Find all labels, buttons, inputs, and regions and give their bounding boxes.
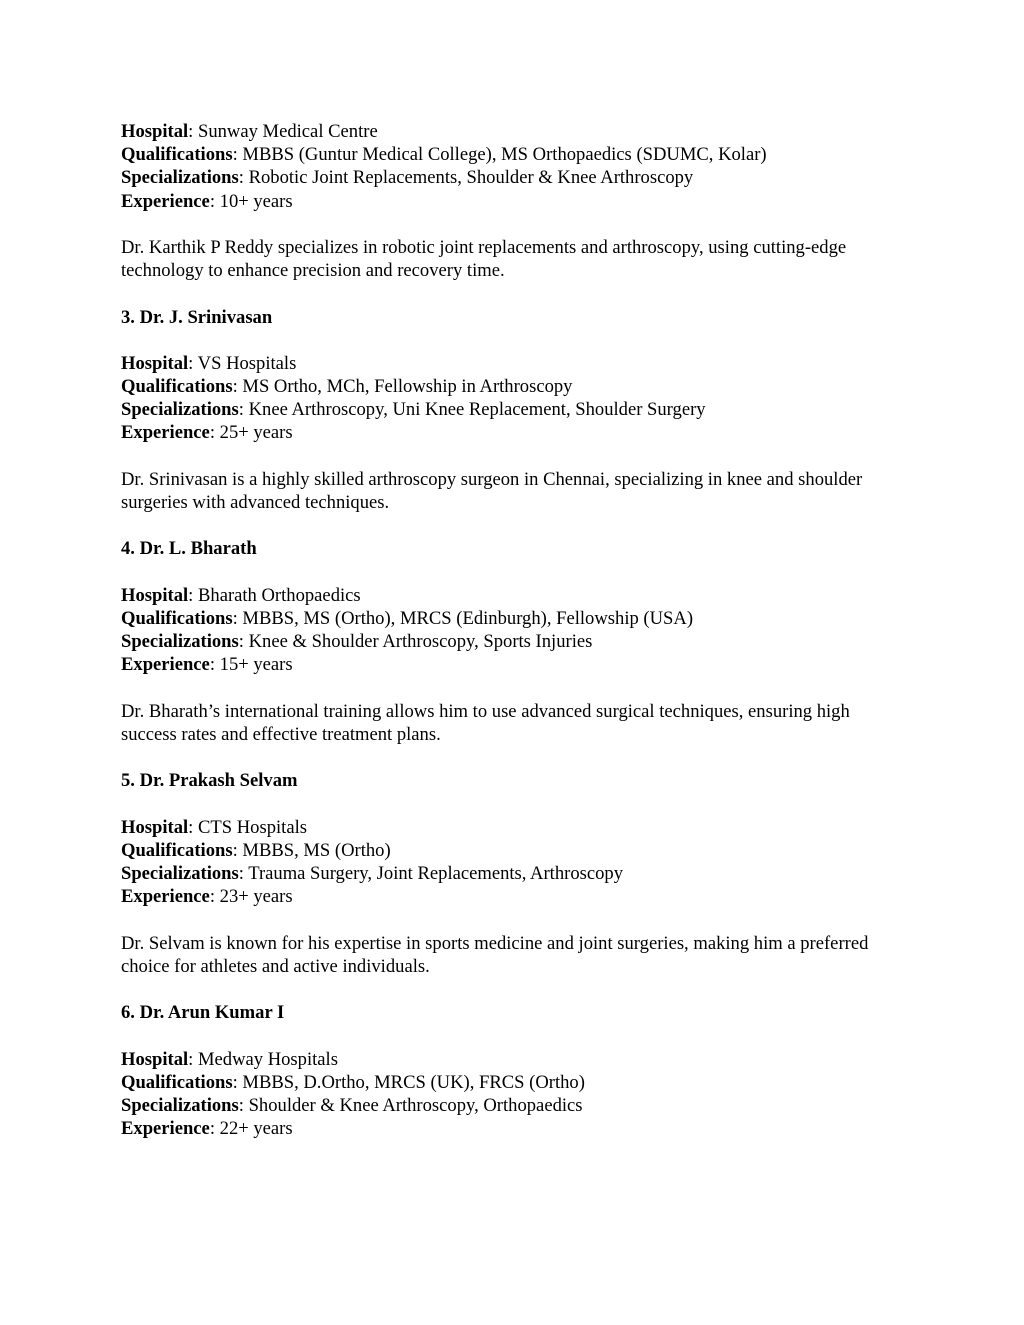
hospital-line: Hospital: Medway Hospitals (121, 1048, 338, 1070)
qualifications-value: MBBS (Guntur Medical College), MS Orthopaedics (SDUMC, Kolar) (242, 144, 767, 166)
hospital-line: Hospital: Bharath Orthopaedics (121, 584, 361, 606)
qualifications-label: Qualifications (121, 376, 233, 398)
hospital-value: Bharath Orthopaedics (198, 584, 361, 606)
hospital-label: Hospital (121, 816, 189, 838)
specializations-value: Knee & Shoulder Arthroscopy, Sports Injuries (248, 631, 593, 653)
specializations-label: Specializations (121, 167, 239, 189)
specializations-value: Trauma Surgery, Joint Replacements, Arthroscopy (248, 863, 624, 885)
hospital-label: Hospital (121, 1048, 189, 1070)
qualifications-line: Qualifications: MBBS, MS (Ortho), MRCS (Edinburgh), Fellowship (USA) (121, 608, 694, 629)
experience-label: Experience (121, 1118, 210, 1140)
hospital-line: Hospital: VS Hospitals (121, 352, 297, 374)
specializations-line: Specializations: Knee & Shoulder Arthroscopy, Sports Injuries (121, 631, 593, 653)
qualifications-label: Qualifications (121, 839, 233, 861)
hospital-label: Hospital (121, 121, 189, 142)
qualifications-value: MBBS, MS (Ortho), MRCS (Edinburgh), Fellowship (USA) (242, 608, 694, 629)
qualifications-line: Qualifications: MS Ortho, MCh, Fellowship in Arthroscopy (121, 376, 573, 398)
doctor-heading: 4. Dr. L. Bharath (121, 538, 257, 560)
doctor-description: Dr. Karthik P Reddy specializes in robotic joint replacements and arthroscopy, using cutting-edge technology to enhance precision and recovery time. (121, 236, 847, 282)
specializations-label: Specializations (121, 863, 239, 885)
experience-line: Experience: 15+ years (121, 654, 293, 676)
hospital-line: Hospital: CTS Hospitals (121, 816, 307, 838)
document-page (121, 120, 891, 1140)
experience-label: Experience (121, 422, 210, 444)
qualifications-value: MBBS, D.Ortho, MRCS (UK), FRCS (Ortho) (242, 1071, 585, 1093)
doctor-description: Dr. Selvam is known for his expertise in sports medicine and joint surgeries, making him a preferred choice for athletes and active individuals. (121, 932, 869, 977)
specializations-value: Robotic Joint Replacements, Shoulder & Knee Arthroscopy (248, 167, 694, 189)
specializations-label: Specializations (121, 1095, 239, 1116)
doctor-heading: 5. Dr. Prakash Selvam (121, 770, 298, 792)
experience-label: Experience (121, 886, 210, 908)
experience-line: Experience: 10+ years (121, 190, 293, 212)
qualifications-line: Qualifications: MBBS (Guntur Medical College), MS Orthopaedics (SDUMC, Kolar) (121, 144, 767, 166)
specializations-line: Specializations: Robotic Joint Replacements, Shoulder & Knee Arthroscopy (121, 167, 694, 189)
experience-line: Experience: 22+ years (121, 1118, 293, 1140)
hospital-value: CTS Hospitals (198, 816, 307, 838)
hospital-label: Hospital (121, 352, 189, 374)
specializations-value: Shoulder & Knee Arthroscopy, Orthopaedics (248, 1095, 583, 1116)
specializations-line: Specializations: Trauma Surgery, Joint Replacements, Arthroscopy (121, 863, 624, 885)
experience-label: Experience (121, 654, 210, 676)
qualifications-label: Qualifications (121, 1071, 233, 1093)
specializations-label: Specializations (121, 631, 239, 653)
specializations-line: Specializations: Shoulder & Knee Arthroscopy, Orthopaedics (121, 1095, 583, 1116)
qualifications-line: Qualifications: MBBS, D.Ortho, MRCS (UK), FRCS (Ortho) (121, 1071, 585, 1093)
experience-value: 25+ years (219, 422, 293, 444)
qualifications-line: Qualifications: MBBS, MS (Ortho) (121, 839, 391, 861)
doctor-description: Dr. Bharath’s international training allows him to use advanced surgical techniques, ensuring high success rates and effective treatment plans. (121, 700, 850, 745)
experience-label: Experience (121, 190, 210, 212)
doctor-heading: 3. Dr. J. Srinivasan (121, 306, 273, 328)
qualifications-value: MS Ortho, MCh, Fellowship in Arthroscopy (242, 376, 573, 398)
experience-value: 10+ years (219, 190, 293, 212)
experience-value: 22+ years (219, 1118, 293, 1140)
doctor-heading: 6. Dr. Arun Kumar I (121, 1002, 285, 1024)
doctor-description: Dr. Srinivasan is a highly skilled arthroscopy surgeon in Chennai, specializing in knee and shoulder surgeries with advanced techniques. (121, 468, 863, 514)
specializations-value: Knee Arthroscopy, Uni Knee Replacement, Shoulder Surgery (248, 399, 706, 421)
hospital-value: Sunway Medical Centre (198, 121, 378, 142)
experience-line: Experience: 25+ years (121, 422, 293, 444)
hospital-value: VS Hospitals (197, 352, 297, 374)
qualifications-value: MBBS, MS (Ortho) (242, 839, 391, 861)
hospital-value: Medway Hospitals (198, 1048, 338, 1070)
experience-value: 23+ years (219, 886, 293, 908)
hospital-line: Hospital: Sunway Medical Centre (121, 121, 378, 142)
hospital-label: Hospital (121, 584, 189, 606)
qualifications-label: Qualifications (121, 144, 233, 166)
experience-line: Experience: 23+ years (121, 886, 293, 908)
experience-value: 15+ years (219, 654, 293, 676)
specializations-line: Specializations: Knee Arthroscopy, Uni Knee Replacement, Shoulder Surgery (121, 399, 706, 421)
qualifications-label: Qualifications (121, 608, 233, 629)
specializations-label: Specializations (121, 399, 239, 421)
